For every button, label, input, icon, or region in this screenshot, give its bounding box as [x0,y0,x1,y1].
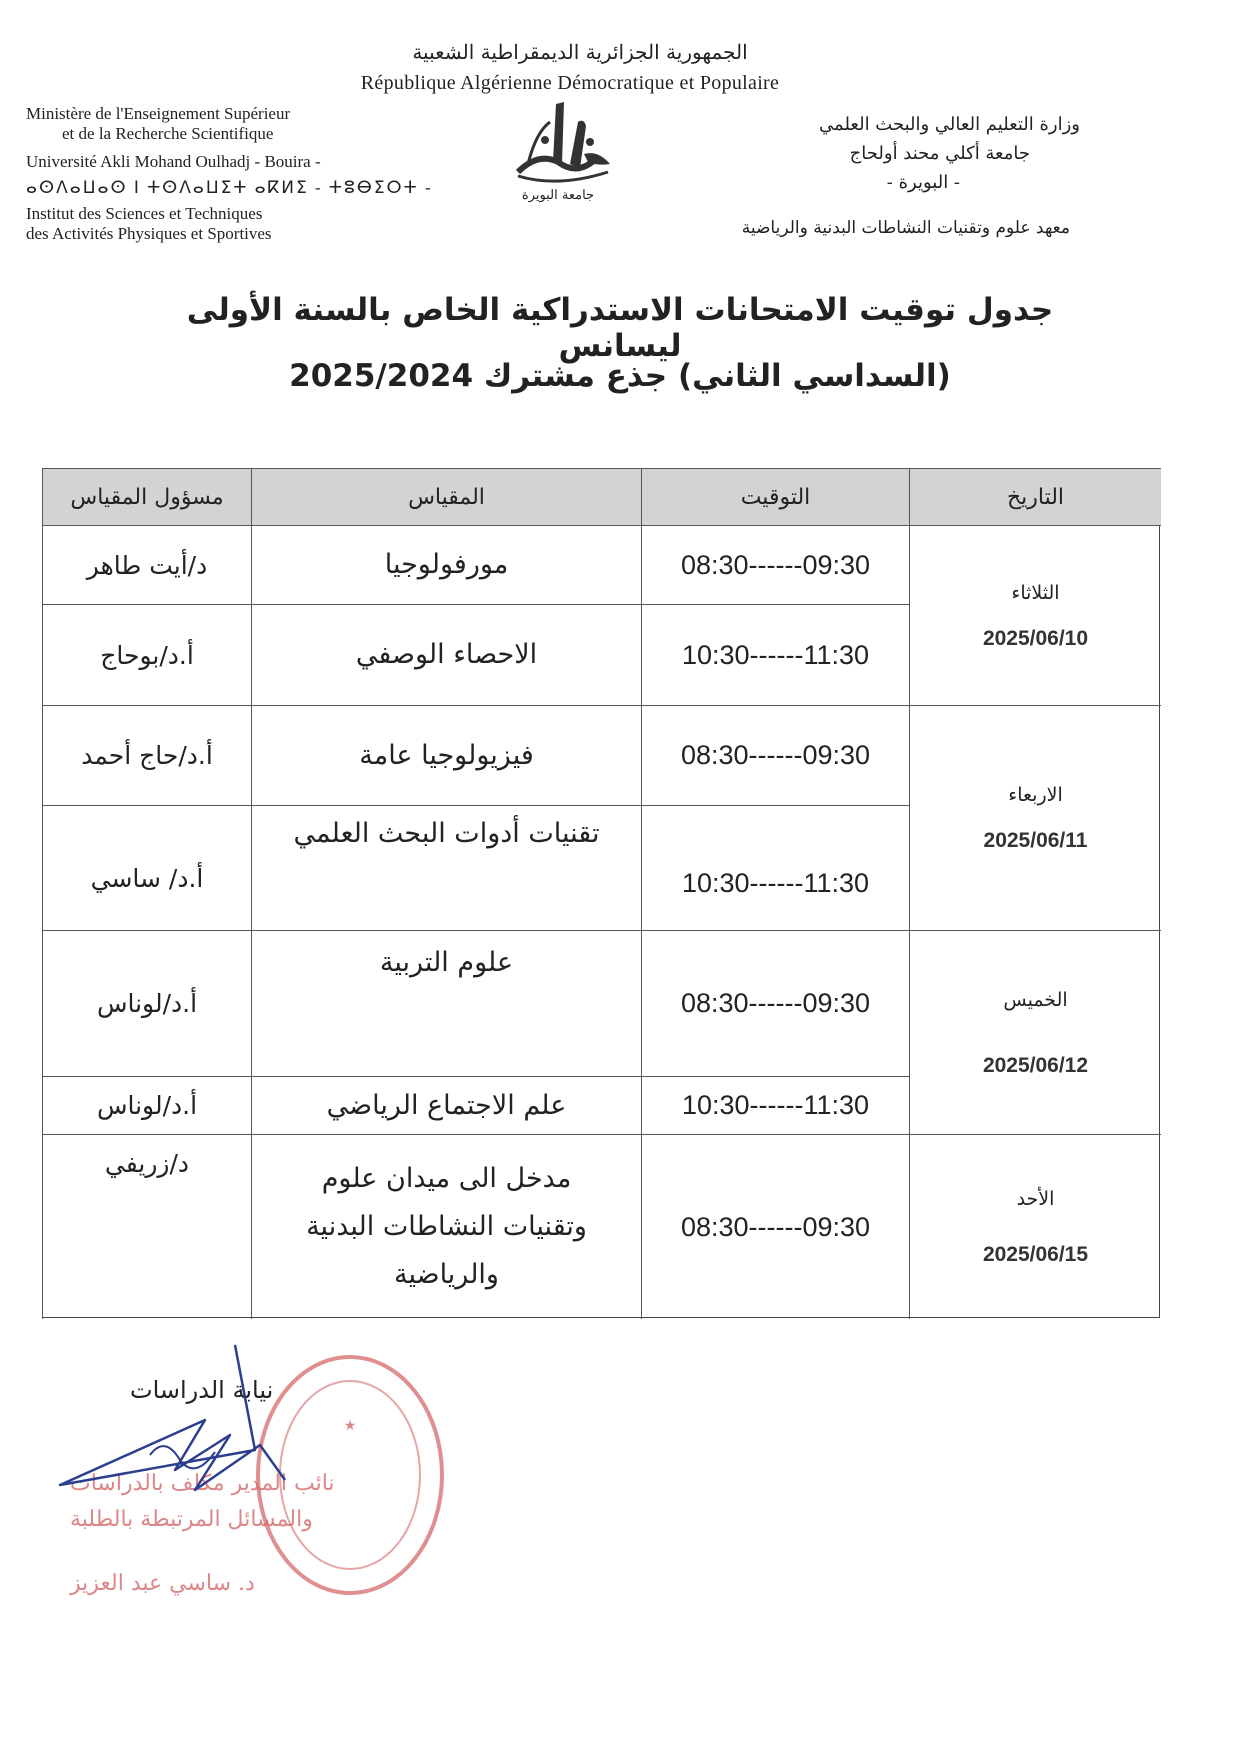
day-cell [909,930,1161,1134]
institution-french-block [26,104,433,244]
responsible-cell: أ.د/لوناس [42,930,251,1076]
day-name: الاربعاء [1008,784,1063,806]
institution-arabic-block [660,110,1080,197]
responsible-cell: أ.د/ ساسي [42,805,251,930]
time-cell: 08:30------09:30 [641,930,909,1076]
day-cell [909,705,1161,930]
republic-french: République Algérienne Démocratique et Populaire [360,72,780,94]
logo-caption: جامعة البويرة [521,188,595,203]
responsible-cell: د/زريفي [42,1134,251,1319]
day-date: 2025/06/15 [982,1243,1089,1266]
exam-schedule-table [42,468,1160,1318]
university-french: Université Akli Mohand Oulhadj - Bouira - [26,152,321,171]
responsible-cell: أ.د/بوحاج [42,604,251,705]
page-title-line-2: (السداسي الثاني) جذع مشترك 2025/2024 [289,358,951,394]
time-cell: 10:30------11:30 [641,805,909,930]
day-name: الأحد [1016,1188,1055,1210]
republic-arabic: الجمهورية الجزائرية الديمقراطية الشعبية [412,40,748,64]
page-title-line-1: جدول توقيت الامتحانات الاستدراكية الخاص بالسنة الأولى ليسانس [186,292,1054,364]
time-cell: 08:30------09:30 [641,1134,909,1319]
stamp-line-3: د. ساسي عبد العزيز [70,1571,255,1596]
ministry-french-1: Ministère de l'Enseignement Supérieur [26,104,291,123]
responsible-cell: أ.د/حاج أحمد [42,705,251,805]
time-cell: 08:30------09:30 [641,705,909,805]
signature-label: نيابة الدراسات [130,1376,274,1404]
university-tifinagh: ⴰⵙⴷⴰⵡⴰⵙ ⵏ ⵜⵙⴷⴰⵡⵉⵜ ⴰⴽⵍⵉ - ⵜⵓⴱⵉⵔⵜ - [26,178,433,197]
stamp-line-1: نائب المدير مكلف بالدراسات [70,1471,335,1496]
module-cell: فيزيولوجيا عامة [251,705,641,805]
svg-text:★: ★ [343,1418,357,1434]
time-cell: 10:30------11:30 [641,604,909,705]
module-cell: علم الاجتماع الرياضي [251,1076,641,1134]
day-name: الثلاثاء [1011,581,1060,604]
header-module: المقياس [251,468,641,525]
institute-arabic: معهد علوم وتقنيات النشاطات البدنية والرياضية [741,218,1070,238]
stamp-line-2: والمسائل المرتبطة بالطلبة [70,1507,313,1532]
header-responsible: مسؤول المقياس [42,468,251,525]
handwritten-signature [55,1340,295,1510]
institute-french-2: des Activités Physiques et Sportives [26,224,272,243]
day-name: الخميس [1003,988,1068,1011]
responsible-cell: د/أيت طاهر [42,525,251,604]
module-cell: تقنيات أدوات البحث العلمي [251,805,641,930]
module-cell: علوم التربية [251,930,641,1076]
day-date: 2025/06/10 [982,626,1089,650]
day-date: 2025/06/12 [982,1053,1089,1077]
ministry-french-2: et de la Recherche Scientifique [62,124,274,143]
day-cell [909,1134,1161,1319]
header-date: التاريخ [909,468,1161,525]
day-cell [909,525,1161,705]
day-date: 2025/06/11 [983,829,1088,852]
module-cell: مدخل الى ميدان علوم وتقنيات النشاطات البدنية والرياضية [251,1134,641,1319]
module-cell: مورفولوجيا [251,525,641,604]
responsible-cell: أ.د/لوناس [42,1076,251,1134]
time-cell: 08:30------09:30 [641,525,909,604]
module-cell: الاحصاء الوصفي [251,604,641,705]
university-arabic: جامعة أكلي محند أولحاج [849,143,1030,164]
institute-french-1: Institut des Sciences et Techniques [26,204,263,223]
ministry-arabic: وزارة التعليم العالي والبحث العلمي [819,114,1080,135]
header-time: التوقيت [641,468,909,525]
city-arabic: - البويرة - [886,172,960,193]
time-cell: 10:30------11:30 [641,1076,909,1134]
